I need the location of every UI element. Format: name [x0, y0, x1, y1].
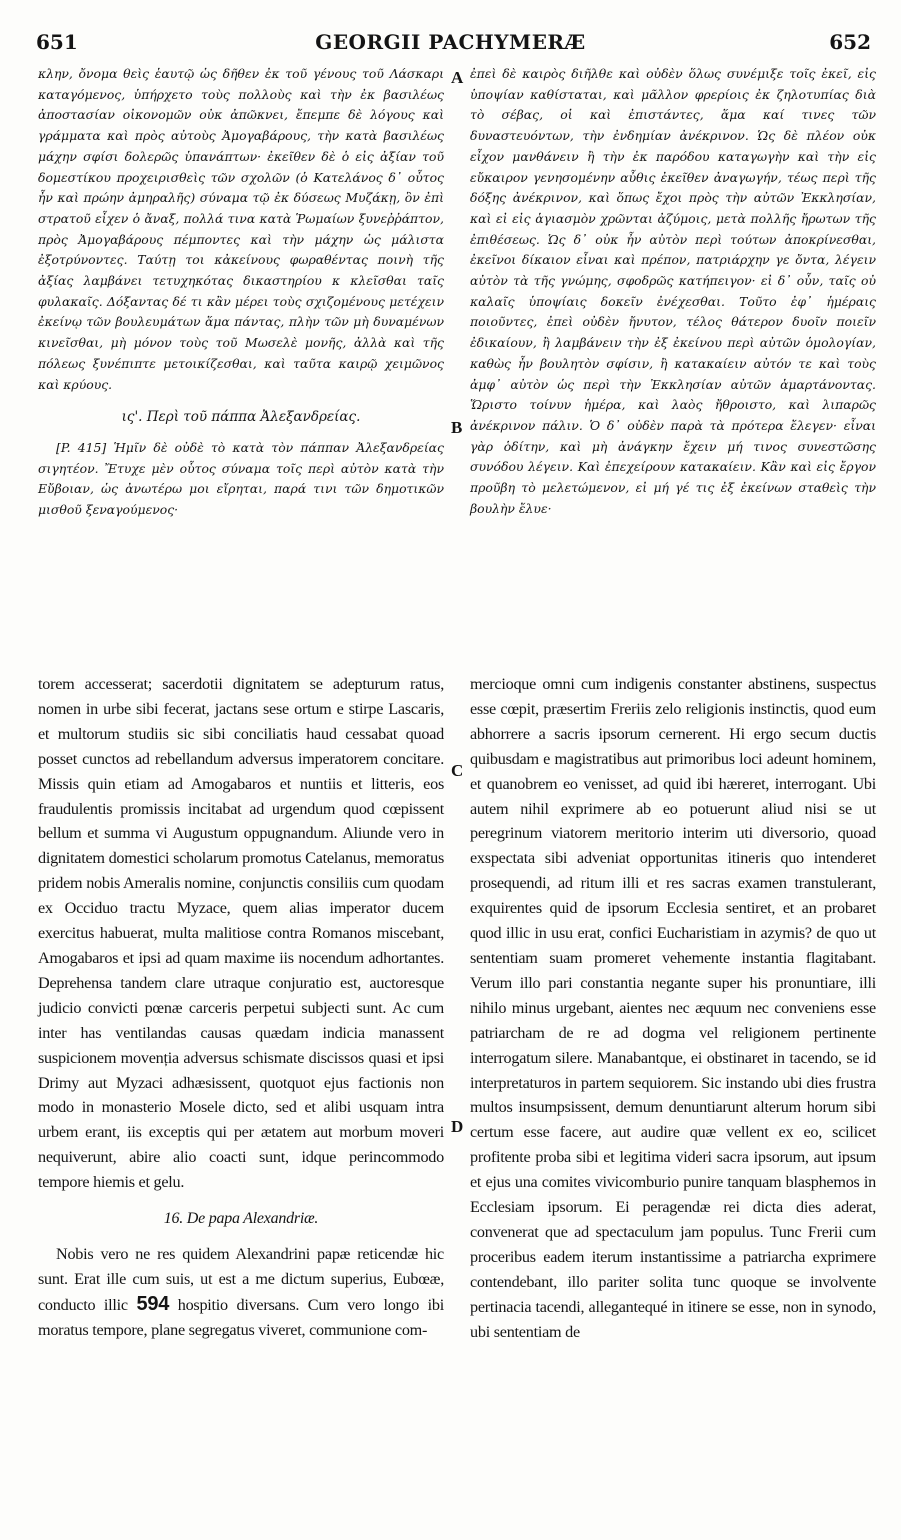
latin-left-paragraph: torem accesserat; sacerdotii dignitatem se adepturum ratus, nomen in urbe sibi fecerat, jactans sese ortum e stirpe Lascaris, et multorum studiis sic sibi conciliatis haud cessabat quoad posset cunctos ad rebellandum adversus imperatorem concitare. Missis quin etiam ad Amogabaros et nuntiis et litteris, eos fraudulentis promissis incitabat ad urgendum quod cœpissent bellum et summa vi Augustum oppugnandum. Aliunde vero in dignitatem domestici scholarum promotus Catelanus, memoratus pridem nobis Ameralis nomine, conjunctis consiliis cum quodam ex Occiduo tractu Myzace, quem alias imperator ducem exercitus habuerat, multa malitiose contra Romanos miscebant, Amogabaros et ipsi ad quam maxime iis nocendum adhortantes. Deprehensa tandem clare utraque conjuratio est, auctoresque judicio convicti pœnæ carceris perpetui subjecti sunt. Ac cum inter has ventilandas causas quædam indicia manassent suspicionem movenția adversus schismate discissos quasi et ipsi Drimy aut Myzaci adhæsissent, quotquot ejus factionis non modo in monasterio Mosele dicto, sed et alibi usquam intra urbem erant, iis exceptis qui per ætatem aut morbum moveri nequiverunt, abire alio coacti sunt, idque perincommodo tempore hiemis et gelu.	[38, 675, 444, 1192]
left-page-number: 651	[36, 30, 78, 54]
latin-left-paragraph-2-text: Nobis vero ne res quidem Alexandrini papæ reticendæ hic sunt. Erat ille cum suis, ut est a me dictum superius, Eubœæ, conducto illic	[38, 1244, 444, 1314]
greek-column-left	[38, 64, 444, 521]
inline-page-number: 594	[136, 1292, 170, 1315]
page-reference: [P. 415]	[56, 439, 107, 455]
latin-column-left	[38, 672, 444, 1343]
greek-left-paragraph: κλην, ὄνομα θεὶς ἑαυτῷ ὡς δῆθεν ἐκ τοῦ γένους τοῦ Λάσκαρι καταγόμενος, ὑπήρχετο τοὺς πολλοὺς καὶ τὴν ἐκ βασιλέως ἀποστασίαν οἰκονομῶν οὐκ ἀπῶκνει, ἔπεμπε δὲ λόγους καὶ γράμματα καὶ πρὸς αὐτοὺς Ἀμογαβάρους, τὴν κατὰ βασιλέως μάχην σφίσι δολερῶς ὑπανάπτων· ἐκεῖθεν δὲ ὁ εἰς ἀξίαν τοῦ δομεστίκου προχειρισθεὶς τῶν σχολῶν (ὁ Κατελάνος δ᾽ οὗτος ἦν καὶ πρώην ἀμηραλῆς) σύναμα τῷ ἐκ δύσεως Μυζάκῃ, ὃν ἐπὶ στρατοῦ εἶχεν ὁ ἄναξ, πολλά τινα κατὰ Ῥωμαίων ξυνεῤῥάπτον, πρὸς Ἀμογαβάρους πέμποντες καὶ τὴν μάχην ὡς μάλιστα ἐξοτρύνοντες. Ταύτῃ τοι κἀκείνους φωραθέντας ποινὴ τῆς ἀξίας λαμβάνει τετυχηκότας δικαστηρίου κ κλεῖσθαι ταῖς φυλακαῖς. Δόξαντας δέ τι κἂν μέρει τοὺς σχιζομένους μετέχειν ἐκείνῳ τῶν βουλευμάτων ἅμα πάντας, πλὴν τῶν μὴ δυναμένων κινεῖσθαι, μὴ μόνον τοὺς τοῦ Μωσελὲ μονῆς, ἀλλὰ καὶ τῆς πόλεως ξυνέπιπτε μετοικίζεσθαι, καὶ ταῦτα καιρῷ χειμῶνος καὶ κρύους.	[38, 66, 444, 392]
greek-right-paragraph: ἐπεὶ δὲ καιρὸς διῆλθε καὶ οὐδὲν ὅλως συνέμιξε τοῖς ἐκεῖ, εἰς ὑποψίαν καθίσταται, καὶ μᾶλλον φρερίοις ἐκ ζηλοτυπίας διὰ τὸ σέβας, οἱ καὶ ἐπιστάντες, ἅμα καί τινες τῶν δυναστευόντων, τὴν ἐνδημίαν ἀνέκρινον. Ὡς δὲ πλέον οὐκ εἶχον μανθάνειν ἢ τὴν ἐκ παρόδου καταγωγὴν καὶ τὴν εἰς εὔκαιρον γενησομένην αὖθις ἐκεῖθεν ἀναγωγήν, τέως περὶ τῆς δόξης ἀνέκρινον, καὶ ὅπως ἔχοι πρὸς τὴν αὐτῶν Ἐκκλησίαν, καὶ εἰ εἰς ἁγιασμὸν χρῶνται ἀζύμοις, μετὰ πολλῆς ἤρωτων τῆς ἐπιθέσεως. Ὡς δ᾽ οὐκ ἦν αὐτὸν περὶ τούτων ἀποκρίνεσθαι, ἐκεῖνοι δίκαιον εἶναι καὶ πρέπον, πατριάρχην γε ὄντα, λέγειν αὐτὸν τὰ τῆς γνώμης, σφοδρῶς κατήπειγον· εἰ δ᾽ οὖν, ταῖς οὐ καλαῖς ὑποψίαις δοκεῖν ἐνέχεσθαι. Τοῦτο ἐφ᾽ ἡμέραις ποιοῦντες, ἐπεὶ οὐδὲν ἤνυτον, τέλος θάτερον δυοῖν ποιεῖν ἐδικαίουν, ἢ λαμβάνειν τὴν ἐξ ἐκείνου περὶ αὐτῶν ὁμολογίαν, καθὼς ἦν βουλητὸν σφίσιν, ἢ κατακαίειν αὐτόν τε καὶ τοὺς ἀμφ᾽ αὐτὸν ὡς περὶ τὴν Ἐκκλησίαν αὐτῶν ἁμαρτάνοντας. Ὥριστο τοίνυν ἡμέρα, καὶ λαὸς ἤθροιστο, καὶ λιπαρῶς ἀνέκρινον πάλιν. Ὁ δ᾽ οὐδὲν παρὰ τὰ πρότερα ἔλεγεν· εἶναι γὰρ ὁδίτην, καὶ μὴ ἀνάγκην ἔχειν μή τινος συνεστῶσης συνόδου λέγειν. Καὶ ἐπεχείρουν κατακαίειν. Κἂν καὶ εἰς ἔργον προῦβη τὸ μελετώμενον, εἰ μή γέ τις ἐξ ἐκείνων σταθεὶς τὴν βουλὴν ἔλυε·	[470, 66, 876, 516]
latin-left-paragraph-2-tail: hospitio diversans. Cum vero longo ibi moratus tempore, plane segregatus viveret, communione com-	[38, 1295, 445, 1339]
greek-column-right	[470, 64, 876, 519]
margin-letter-d: D	[451, 1117, 464, 1136]
greek-left-paragraph-2-text: Ἡμῖν δὲ οὐδὲ τὸ κατὰ τὸν πάππαν Ἀλεξανδρείας σιγητέον. Ἔτυχε μὲν οὗτος σύναμα τοῖς περὶ αὐτὸν κατὰ τὴν Εὔβοιαν, ὡς ἀνωτέρω μοι εἴρηται, παρά τινι τῶν δημοτικῶν μισθοῦ ξεναγούμενος·	[38, 439, 444, 518]
latin-section-heading: 16. De papa Alexandriæ.	[163, 1210, 319, 1228]
latin-column-right	[470, 672, 876, 1344]
running-title: GEORGII PACHYMERÆ	[315, 30, 586, 54]
margin-letter-a: A	[451, 68, 464, 87]
latin-left-paragraph-2	[38, 1242, 444, 1343]
latin-right-paragraph: mercioque omni cum indigenis constanter abstinens, suspectus esse cœpit, præsertim Freriis zelo religionis instinctis, quod eum abhorrere a sacris ipsorum cernerent. Hi ergo secum ductis quibusdam e magistratibus aut primoribus loci adeunt hominem, et quanobrem eo venisset, ad quid ibi hæreret, interrogant. Ubi autem nihil exprimere ab eo potuerunt aliud nisi se ut peregrinum viatorem meritorio interim uti diversorio, quoad exspectata sibi adveniat opportunitas itineris quo intenderet prosequendi, ad ritum illi et res sacras examen transtulerant, exquirentes quid de ipsorum Ecclesia sentiret, et an probaret quod illic in usu erat, confici Eucharistiam in azymis? de quo ut sententiam suam promeret vehemente instantia flagitabant. Verum illo pari constantia negante super his pronuntiare, illi nihilo minus urgebant, aientes nec æquum nec conveniens esse patriarcham de re ad dogma vel religionem pertinente interrogatum silere. Manabantque, ei obstinaret in tacendo, se id interpretaturos in partem sequiorem. Sic instando ubi dies frustra multos insumpsissent, demum denuntiarunt alterum horum sibi certum esse facere, aut audire quæ vellent ex eo, scilicet profitente proba sibi et legitima videri sacra ipsorum, aut ipsum et ejus una comites vivicomburio punire tanquam blasphemos in Ecclesiam ipsorum. Ei peragendæ rei dicta dies aderat, convenerat que ad spectaculum jam populus. Tunc Frerii cum proceribus eadem iterum instantissime a patriarcha exprimere contendebant, illo pariter solita tunc quoque se involvente pertinacia tacendi, allegantequé in itinere se esse, non in synodo, ubi sententiam de	[470, 675, 876, 1341]
greek-left-paragraph-2	[38, 438, 444, 521]
greek-section-heading: ις'. Περὶ τοῦ πάππα Ἀλεξανδρείας.	[121, 409, 361, 426]
margin-letter-c: C	[451, 761, 464, 780]
margin-letter-b: B	[451, 418, 463, 437]
right-page-number: 652	[829, 30, 871, 54]
